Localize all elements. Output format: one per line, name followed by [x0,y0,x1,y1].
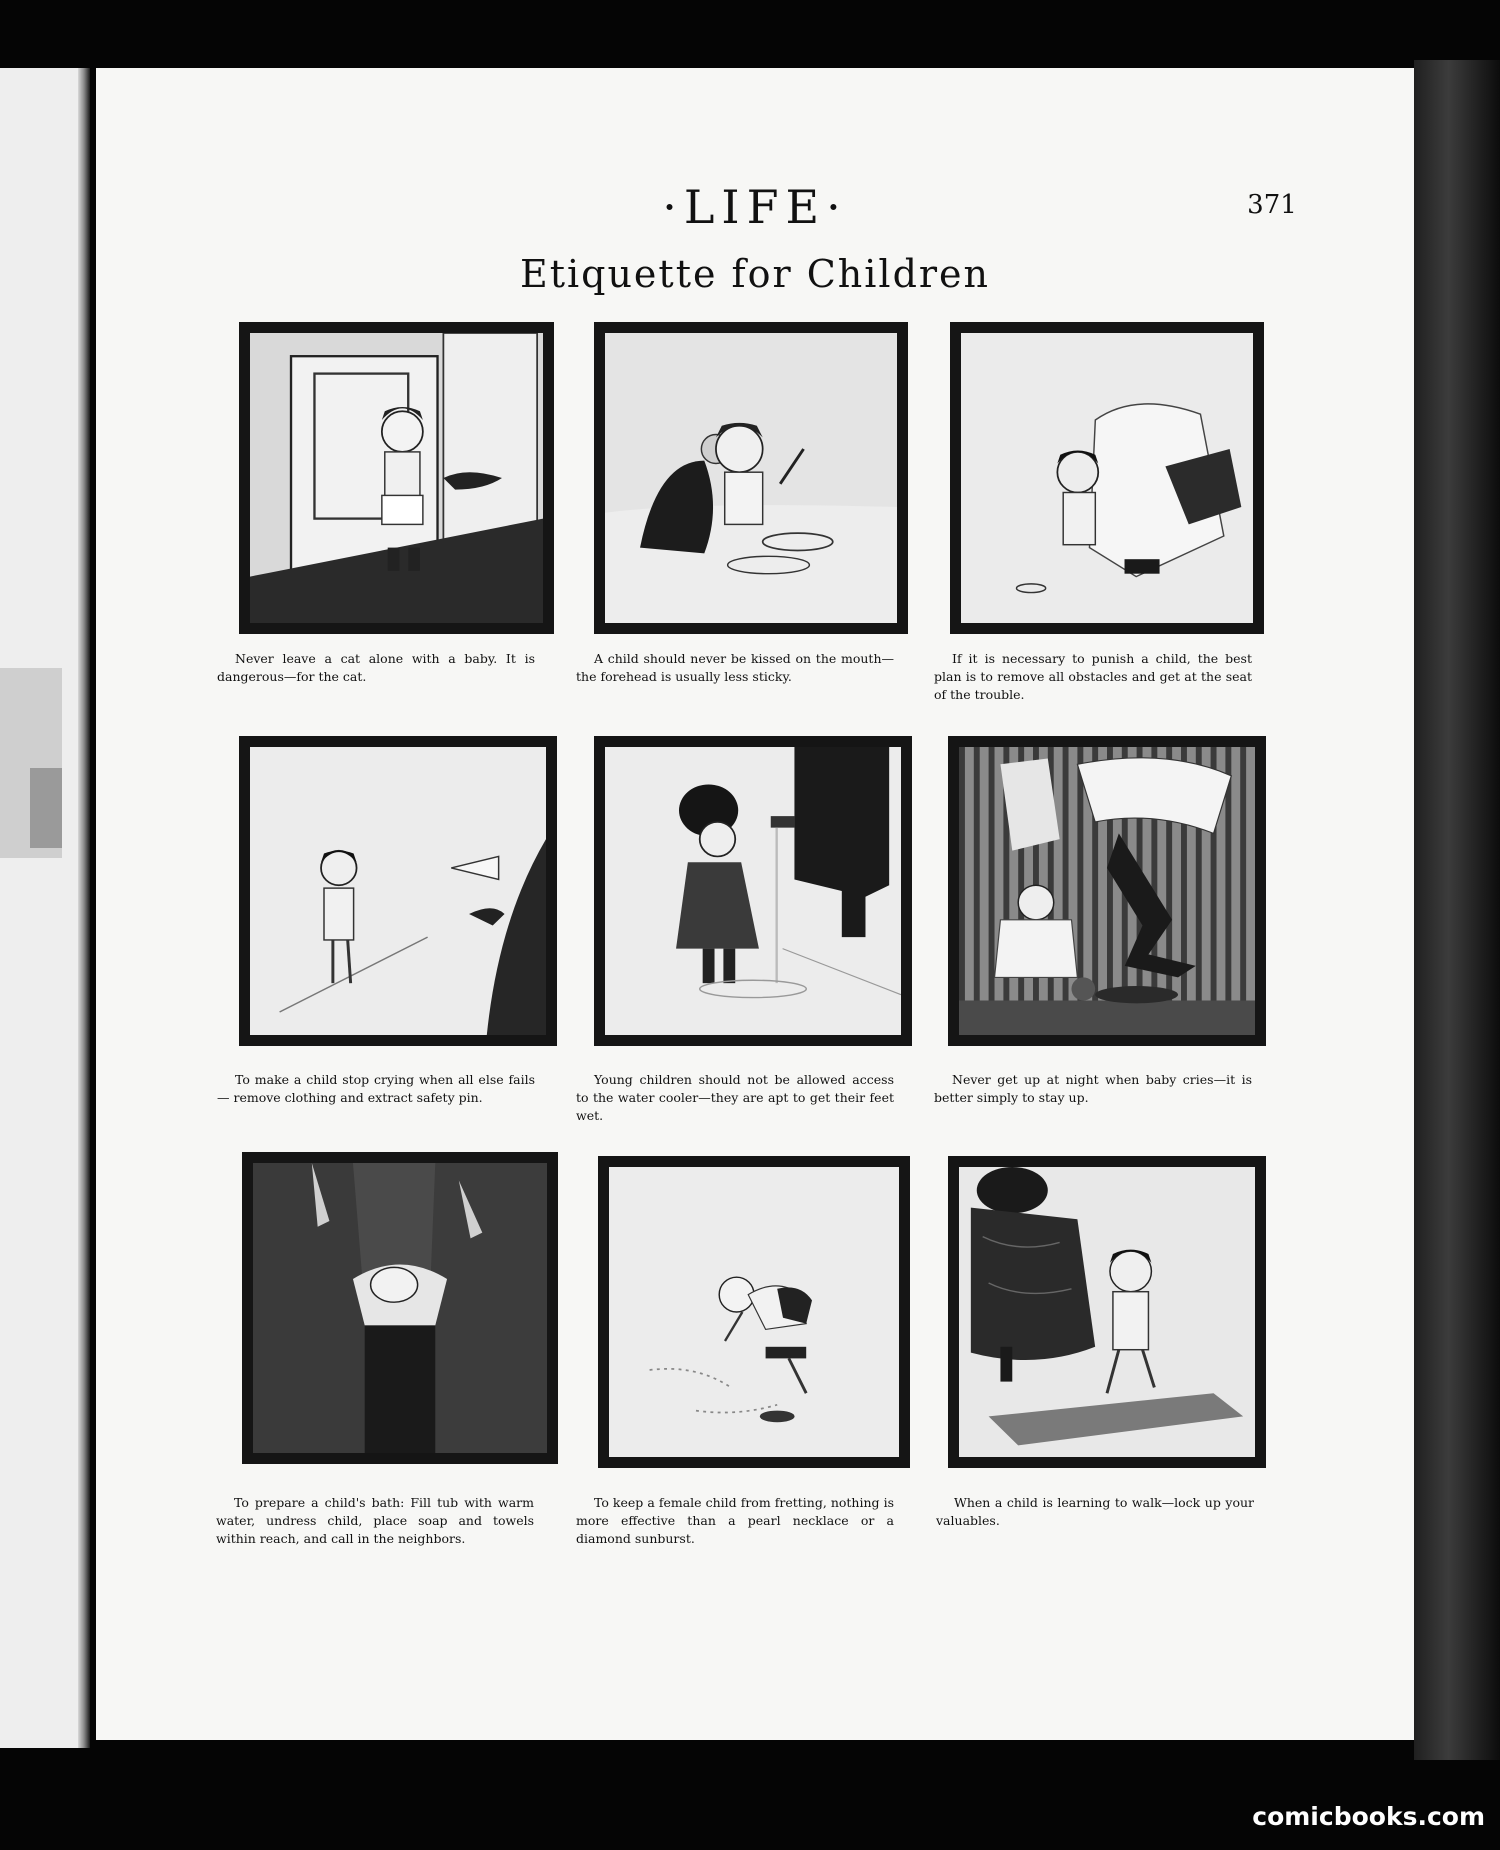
comic-panel-3 [950,322,1264,634]
panel-3-caption: If it is necessary to punish a child, the best plan is to remove all obstacles and get at the seat of the trouble. [934,651,1252,702]
comic-panel-6 [948,736,1266,1046]
panel-5-caption: Young children should not be allowed access to the water cooler—they are apt to get their feet wet. [576,1072,894,1123]
page-number: 371 [1247,190,1297,220]
panel-9-caption: When a child is learning to walk—lock up your valuables. [936,1495,1254,1528]
panel-8-caption: To keep a female child from fretting, nothing is more effective than a pearl necklace or a diamond sunburst. [576,1495,894,1546]
illustration-child-punished [961,333,1253,623]
illustration-cat-and-baby [250,333,543,623]
masthead: ·LIFE· [662,180,848,234]
illustration-baby-with-hammer [609,1167,899,1457]
illustration-water-cooler [605,747,901,1035]
article-title: Etiquette for Children [519,252,991,296]
panel-4-caption: To make a child stop crying when all else fails — remove clothing and extract safety pin. [217,1072,535,1105]
magazine-page [96,68,1414,1740]
illustration-baby-cries-at-night [959,747,1255,1035]
left-page-edge [0,68,90,1748]
right-page-edge [1414,60,1500,1760]
illustration-child-kissing-cat [605,333,897,623]
illustration-crying-child [250,747,546,1035]
book-gutter-shadow [78,68,90,1748]
watermark: comicbooks.com [1252,1802,1485,1831]
comic-panel-8 [598,1156,910,1468]
illustration-child-bath [253,1163,547,1453]
comic-panel-4 [239,736,557,1046]
comic-panel-7 [242,1152,558,1464]
comic-panel-9 [948,1156,1266,1468]
comic-panel-1 [239,322,554,634]
comic-panel-2 [594,322,908,634]
comic-panel-5 [594,736,912,1046]
panel-2-caption: A child should never be kissed on the mouth—the forehead is usually less sticky. [576,651,894,684]
panel-1-caption: Never leave a cat alone with a baby. It is dangerous—for the cat. [217,651,535,684]
illustration-child-learning-to-walk [959,1167,1255,1457]
panel-7-caption: To prepare a child's bath: Fill tub with warm water, undress child, place soap and towels within reach, and call in the neighbors. [216,1495,534,1546]
panel-6-caption: Never get up at night when baby cries—it is better simply to stay up. [934,1072,1252,1105]
torn-paper-shadow [30,768,62,848]
